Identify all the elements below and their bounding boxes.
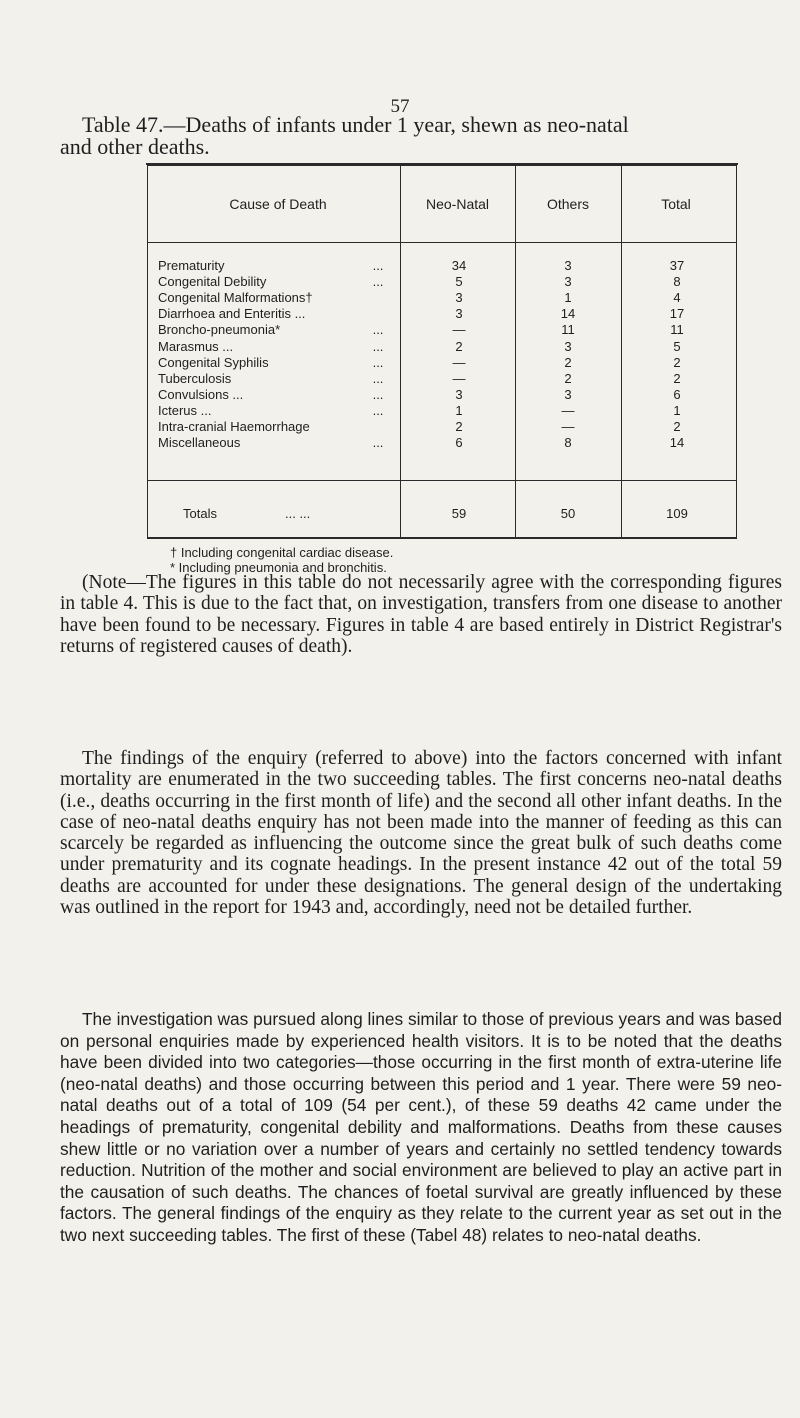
others-cell: 1 bbox=[564, 290, 572, 306]
table-row bbox=[148, 355, 736, 371]
total-cell: 4 bbox=[673, 290, 681, 306]
others-cell: 3 bbox=[564, 274, 572, 290]
neo-natal-cell: 2 bbox=[455, 419, 463, 434]
findings-paragraph: The findings of the enquiry (referred to above) into the factors concerned with infant mortality are enumerated in the two succeeding tables. The first concerns neo-natal deaths (i.e., deaths occurring in the first month of life) and the second all other infant deaths. In the case of neo-natal deaths enquiry has not been made into the manner of feeding as this can scarcely be regarded as influencing the outcome since the great bulk of such deaths come under prematurity and its cognate headings. In the present instance 42 out of the total 59 deaths are accounted for under these designations. The general design of the undertaking was outlined in the report for 1943 and, accordingly, need not be detailed further. bbox=[60, 748, 782, 919]
leader-dots: ... bbox=[372, 370, 384, 386]
leader-dots: ... bbox=[372, 258, 384, 273]
table-row bbox=[148, 274, 736, 290]
table-row bbox=[148, 371, 736, 387]
table-title bbox=[60, 114, 790, 158]
total-cell: 8 bbox=[673, 274, 681, 290]
total-cell: 2 bbox=[673, 354, 681, 370]
footnote-dagger: † Including congenital cardiac disease. bbox=[170, 545, 394, 560]
others-cell: 8 bbox=[564, 435, 572, 451]
cause-cell: Congenital Malformations† bbox=[158, 290, 313, 306]
table-footnotes bbox=[170, 545, 393, 575]
totals-neo-natal: 59 bbox=[451, 506, 467, 521]
table-row bbox=[148, 435, 736, 451]
neo-natal-cell: 3 bbox=[455, 306, 463, 322]
total-cell: 6 bbox=[673, 386, 681, 402]
cause-cell: Marasmus ... bbox=[158, 338, 234, 354]
total-cell: 14 bbox=[669, 435, 685, 451]
table-row bbox=[148, 403, 736, 419]
total-cell: 1 bbox=[673, 402, 681, 418]
totals-others: 50 bbox=[560, 506, 576, 521]
cause-cell: Icterus ... bbox=[158, 402, 212, 418]
neo-natal-cell: 5 bbox=[455, 274, 463, 290]
totals-dots: ... ... bbox=[285, 506, 311, 521]
others-cell: 3 bbox=[564, 338, 572, 354]
totals-label: Totals bbox=[183, 506, 217, 521]
leader-dots: ... bbox=[372, 354, 384, 370]
others-cell: 3 bbox=[564, 386, 572, 402]
cause-cell: Diarrhoea and Enteritis ... bbox=[158, 306, 306, 322]
header-neo-natal: Neo-Natal bbox=[425, 196, 490, 212]
totals-total: 109 bbox=[666, 506, 688, 521]
neo-natal-cell: 3 bbox=[455, 290, 463, 306]
total-cell: 2 bbox=[673, 419, 681, 434]
cause-cell: Miscellaneous bbox=[158, 435, 241, 451]
leader-dots: ... bbox=[372, 338, 384, 354]
header-others: Others bbox=[546, 196, 589, 212]
neo-natal-cell: 6 bbox=[455, 435, 463, 451]
leader-dots: ... bbox=[372, 322, 384, 338]
leader-dots: ... bbox=[372, 435, 384, 451]
table-row bbox=[148, 387, 736, 403]
neo-natal-cell: — bbox=[452, 322, 466, 338]
page-number: 57 bbox=[390, 96, 410, 117]
others-cell: 2 bbox=[564, 370, 572, 386]
table-title-line-2: and other deaths. bbox=[60, 134, 210, 159]
totals-rule bbox=[148, 480, 736, 481]
leader-dots: ... bbox=[372, 402, 384, 418]
others-cell: — bbox=[561, 402, 575, 418]
total-cell: 5 bbox=[673, 338, 681, 354]
cause-cell: Congenital Syphilis bbox=[158, 354, 269, 370]
neo-natal-cell: 1 bbox=[455, 402, 463, 418]
table-row bbox=[148, 258, 736, 274]
table-row bbox=[148, 419, 736, 435]
cause-cell: Prematurity bbox=[158, 258, 225, 273]
cause-cell: Broncho-pneumonia* bbox=[158, 322, 281, 338]
others-cell: — bbox=[561, 419, 575, 434]
investigation-paragraph: The investigation was pursued along lines similar to those of previous years and was based on personal enquiries made by experienced health visitors. It is to be noted that the deaths have been divided into two categories—those occurring in the first month of extra-uterine life (neo-natal deaths) and those occurring between this period and 1 year. There were 59 neo-natal deaths out of a total of 109 (54 per cent.), of these 59 deaths 42 came under the headings of prematurity, congenital debility and malformations. Deaths from these causes shew little or no variation over a number of years and certainly no settled tendency towards reduction. Nutrition of the mother and social environment are believed to play an active part in the causation of such deaths. The chances of foetal survival are greatly influenced by these factors. The general findings of the enquiry as they relate to the current year as set out in the two next succeeding tables. The first of these (Tabel 48) relates to neo-natal deaths. bbox=[60, 1009, 782, 1245]
cause-cell: Congenital Debility bbox=[158, 274, 267, 290]
table-row bbox=[148, 339, 736, 355]
total-cell: 2 bbox=[673, 370, 681, 386]
neo-natal-cell: 34 bbox=[451, 258, 467, 273]
table-top-rule bbox=[146, 163, 738, 165]
deaths-table bbox=[147, 165, 737, 539]
cause-cell: Tuberculosis bbox=[158, 370, 232, 386]
header-cause: Cause of Death bbox=[229, 196, 327, 212]
neo-natal-cell: — bbox=[452, 370, 466, 386]
note-paragraph: (Note—The figures in this table do not necessarily agree with the corresponding figures in table 4. This is due to the fact that, on investigation, transfers from one disease to another have been found to be necessary. Figures in table 4 are based entirely in District Registrar's returns of registered causes of death). bbox=[60, 572, 782, 657]
table-row bbox=[148, 306, 736, 322]
others-cell: 2 bbox=[564, 354, 572, 370]
others-cell: 11 bbox=[561, 322, 575, 338]
table-title-line-1: Table 47.—Deaths of infants under 1 year, shewn as neo-natal bbox=[82, 112, 629, 137]
leader-dots: ... bbox=[372, 274, 384, 290]
total-cell: 37 bbox=[669, 258, 685, 273]
table-row bbox=[148, 322, 736, 338]
others-cell: 3 bbox=[564, 258, 572, 273]
header-total: Total bbox=[661, 196, 691, 212]
neo-natal-cell: 2 bbox=[455, 338, 463, 354]
cause-cell: Intra-cranial Haemorrhage bbox=[158, 419, 310, 434]
total-cell: 17 bbox=[669, 306, 685, 322]
leader-dots: ... bbox=[372, 386, 384, 402]
table-row bbox=[148, 290, 736, 306]
neo-natal-cell: 3 bbox=[455, 386, 463, 402]
others-cell: 14 bbox=[560, 306, 576, 322]
cause-cell: Convulsions ... bbox=[158, 386, 244, 402]
total-cell: 11 bbox=[670, 322, 684, 338]
header-rule bbox=[148, 242, 736, 243]
footnote-asterisk: * Including pneumonia and bronchitis. bbox=[170, 560, 387, 575]
neo-natal-cell: — bbox=[452, 354, 466, 370]
